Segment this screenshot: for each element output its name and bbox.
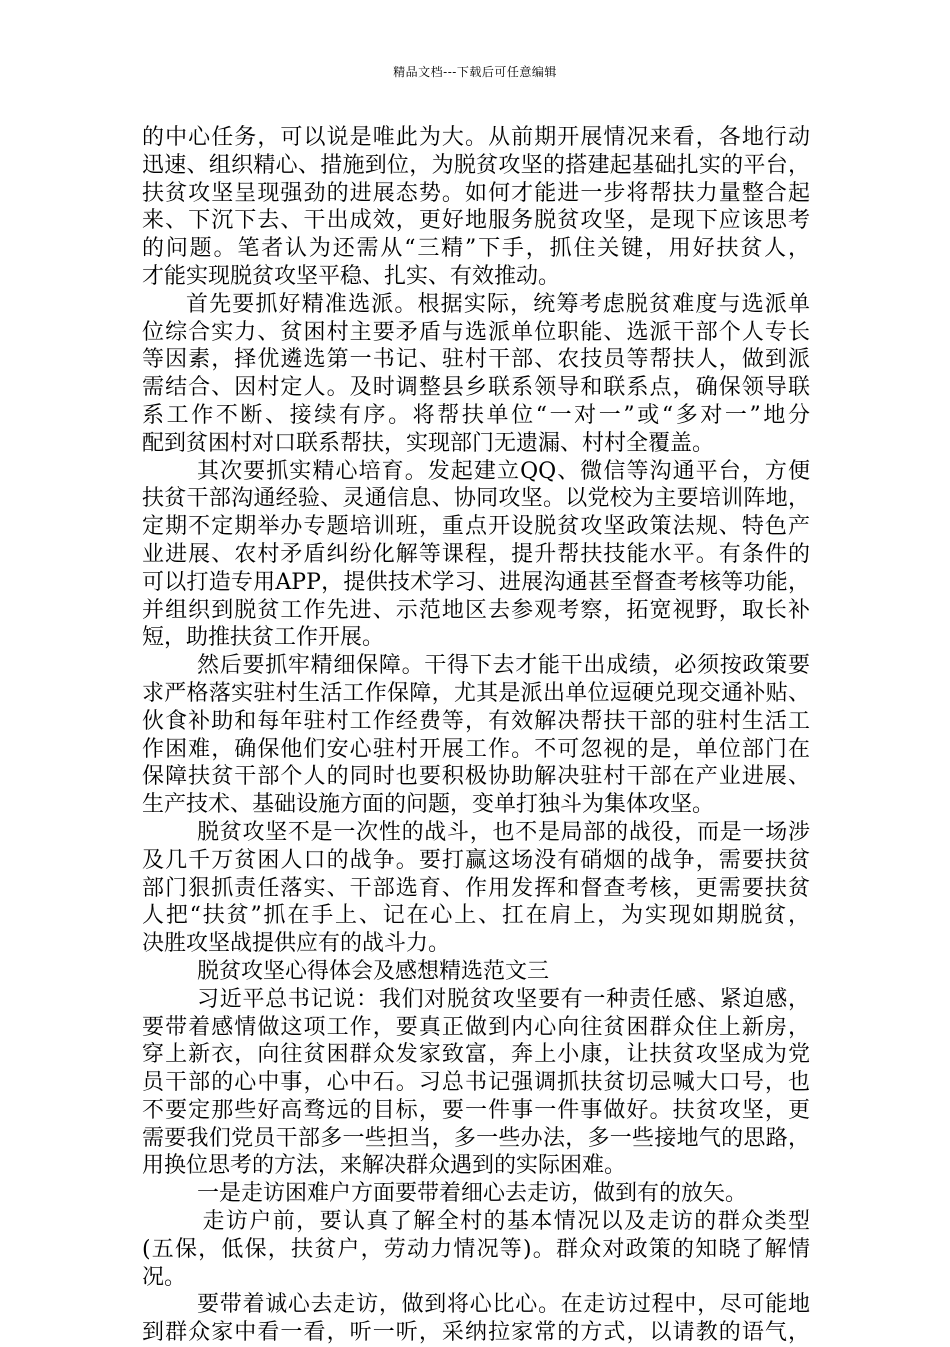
text-line: 并组织到脱贫工作先进、示范地区去参观考察，拓宽视野，取长补 xyxy=(142,597,810,623)
text-line: 才能实现脱贫攻坚平稳、扎实、有效推动。 xyxy=(142,263,561,289)
text-line: 走访户前，要认真了解全村的基本情况以及走访的群众类型 xyxy=(202,1209,810,1235)
text-line: 作困难，确保他们安心驻村开展工作。不可忽视的是，单位部门在 xyxy=(142,736,810,762)
text-line: (五保，低保，扶贫户，劳动力情况等)。群众对政策的知晓了解情 xyxy=(142,1236,810,1262)
text-line: 决胜攻坚战提供应有的战斗力。 xyxy=(142,931,451,957)
text-line: 人把“扶贫”抓在手上、记在心上、扛在肩上，为实现如期脱贫， xyxy=(142,903,810,929)
text-line: 短，助推扶贫工作开展。 xyxy=(142,625,385,651)
text-line: 部门狠抓责任落实、干部选育、作用发挥和督查考核，更需要扶贫 xyxy=(142,875,810,901)
text-line: 要带着感情做这项工作，要真正做到内心向往贫困群众住上新房， xyxy=(142,1014,810,1040)
text-line: 生产技术、基础设施方面的问题，变单打独斗为集体攻坚。 xyxy=(142,792,715,818)
text-line: 可以打造专用APP，提供技术学习、进展沟通甚至督查考核等功能， xyxy=(142,569,810,595)
text-line: 一是走访困难户方面要带着细心去走访，做到有的放矢。 xyxy=(197,1181,748,1207)
text-line: 业进展、农村矛盾纠纷化解等课程，提升帮扶技能水平。有条件的 xyxy=(142,541,810,567)
text-line: 要带着诚心去走访，做到将心比心。在走访过程中，尽可能地 xyxy=(197,1292,810,1318)
text-line: 其次要抓实精心培育。发起建立QQ、微信等沟通平台，方便 xyxy=(197,458,810,484)
text-line: 定期不定期举办专题培训班，重点开设脱贫攻坚政策法规、特色产 xyxy=(142,514,810,540)
text-line: 习近平总书记说：我们对脱贫攻坚要有一种责任感、紧迫感， xyxy=(197,986,810,1012)
text-line: 扶贫干部沟通经验、灵通信息、协同攻坚。以党校为主要培训阵地， xyxy=(142,486,810,512)
text-line: 及几千万贫困人口的战争。要打赢这场没有硝烟的战争，需要扶贫 xyxy=(142,847,810,873)
text-line: 脱贫攻坚心得体会及感想精选范文三 xyxy=(197,958,550,984)
text-line: 系工作不断、接续有序。将帮扶单位“一对一”或“多对一”地分 xyxy=(142,402,810,428)
text-line: 需要我们党员干部多一些担当，多一些办法，多一些接地气的思路， xyxy=(142,1125,810,1151)
text-line: 员干部的心中事，心中石。习总书记强调抓扶贫切忌喊大口号，也 xyxy=(142,1070,810,1096)
text-line: 的问题。笔者认为还需从“三精”下手，抓住关键，用好扶贫人， xyxy=(142,236,810,262)
text-line: 然后要抓牢精细保障。干得下去才能干出成绩，必须按政策要 xyxy=(197,653,810,679)
text-line: 的中心任务，可以说是唯此为大。从前期开展情况来看，各地行动 xyxy=(142,125,810,150)
text-line: 穿上新衣，向往贫困群众发家致富，奔上小康，让扶贫攻坚成为党 xyxy=(142,1042,810,1068)
text-line: 不要定那些好高骛远的目标，要一件事一件事做好。扶贫攻坚，更 xyxy=(142,1097,810,1123)
page-header: 精品文档---下载后可任意编辑 xyxy=(393,65,557,79)
text-line: 脱贫攻坚不是一次性的战斗，也不是局部的战役，而是一场涉 xyxy=(197,819,810,845)
document-body xyxy=(142,124,810,1347)
text-line: 等因素，择优遴选第一书记、驻村干部、农技员等帮扶人，做到派 xyxy=(142,347,810,373)
text-line: 况。 xyxy=(142,1264,187,1290)
text-line: 扶贫攻坚呈现强劲的进展态势。如何才能进一步将帮扶力量整合起 xyxy=(142,180,810,206)
text-line: 保障扶贫干部个人的同时也要积极协助解决驻村干部在产业进展、 xyxy=(142,764,810,790)
text-line: 伙食补助和每年驻村工作经费等，有效解决帮扶干部的驻村生活工 xyxy=(142,708,810,734)
text-line: 到群众家中看一看，听一听，采纳拉家常的方式，以请教的语气， xyxy=(142,1320,810,1346)
text-line: 迅速、组织精心、措施到位，为脱贫攻坚的搭建起基础扎实的平台， xyxy=(142,152,810,178)
text-line: 配到贫困村对口联系帮扶，实现部门无遗漏、村村全覆盖。 xyxy=(142,430,715,456)
text-line: 求严格落实驻村生活工作保障，尤其是派出单位逗硬兑现交通补贴、 xyxy=(142,680,810,706)
text-line: 位综合实力、贫困村主要矛盾与选派单位职能、选派干部个人专长 xyxy=(142,319,810,345)
text-line: 来、下沉下去、干出成效，更好地服务脱贫攻坚，是现下应该思考 xyxy=(142,208,810,234)
text-line: 首先要抓好精准选派。根据实际，统筹考虑脱贫难度与选派单 xyxy=(186,291,810,317)
text-line: 用换位思考的方法，来解决群众遇到的实际困难。 xyxy=(142,1153,627,1179)
text-line: 需结合、因村定人。及时调整县乡联系领导和联系点，确保领导联 xyxy=(142,375,810,401)
